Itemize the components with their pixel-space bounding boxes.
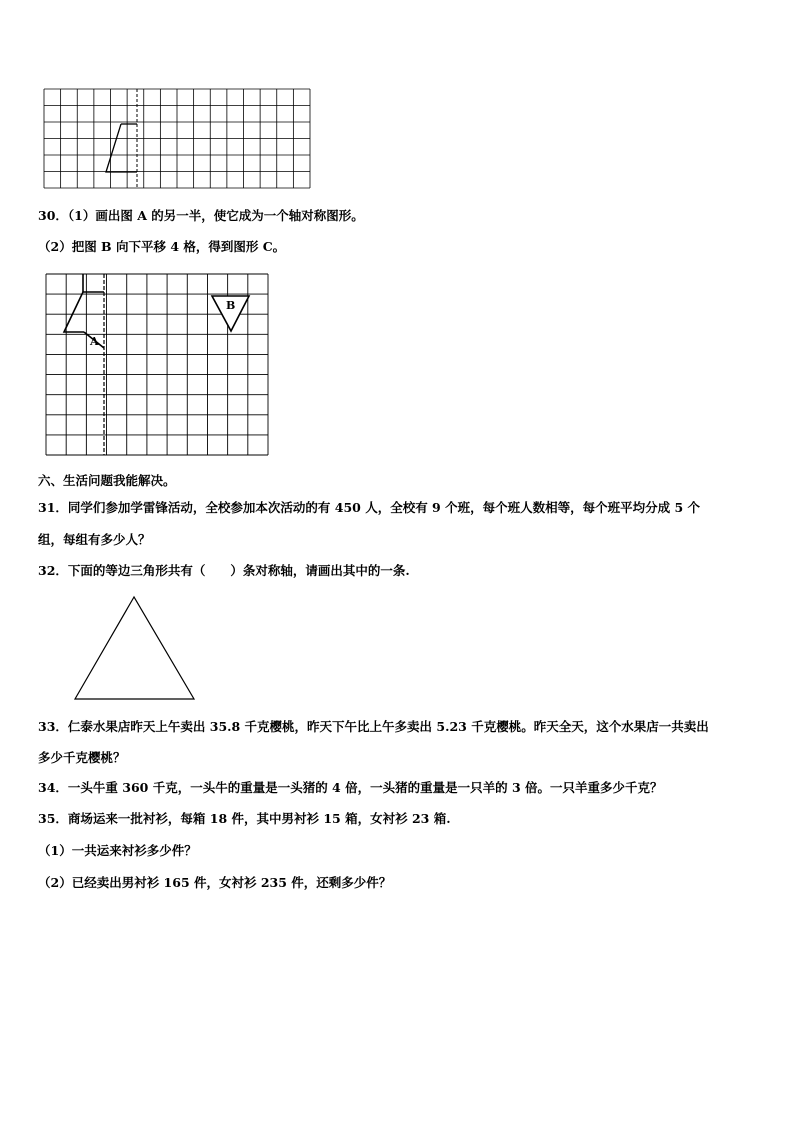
q35-part2: （2）已经卖出男衬衫 165 件，女衬衫 235 件，还剩多少件？ — [38, 875, 392, 890]
q32-text: 32．下面的等边三角形共有（ ）条对称轴，请画出其中的一条. — [38, 563, 410, 578]
q33-line2: 多少千克樱桃？ — [38, 750, 126, 765]
top-grid-lines — [44, 89, 310, 188]
q34-text: 34．一头牛重 360 千克，一头牛的重量是一头猪的 4 倍，一头猪的重量是一只羊的 3 倍。一只羊重多少千克？ — [38, 780, 663, 795]
top-grid-figure — [44, 89, 310, 188]
q30-grid-figure — [46, 274, 268, 455]
section6-title: 六、生活问题我能解决。 — [38, 473, 176, 488]
q31-line1: 31．同学们参加学雷锋活动，全校参加本次活动的有 450 人，全校有 9 个班，每个班人数相等，每个班平均分成 5 个 — [38, 500, 700, 515]
figure-a-outline — [64, 292, 104, 332]
q33-line1: 33．仁泰水果店昨天上午卖出 35.8 千克樱桃，昨天下午比上午多卖出 5.23 千克樱桃。昨天全天，这个水果店一共卖出 — [38, 719, 709, 734]
q35-text: 35．商场运来一批衬衫，每箱 18 件，其中男衬衫 15 箱，女衬衫 23 箱. — [38, 811, 451, 826]
figure-b-label: B — [226, 299, 236, 312]
q35-part1: （1）一共运来衬衫多少件？ — [38, 843, 197, 858]
q30-part1: 30．（1）画出图 A 的另一半，使它成为一个轴对称图形。 — [38, 208, 364, 223]
q30-part2: （2）把图 B 向下平移 4 格，得到图形 C。 — [38, 239, 286, 254]
equilateral-triangle — [73, 595, 197, 701]
figure-a-label: A — [90, 335, 99, 348]
q31-line2: 组，每组有多少人？ — [38, 532, 151, 547]
